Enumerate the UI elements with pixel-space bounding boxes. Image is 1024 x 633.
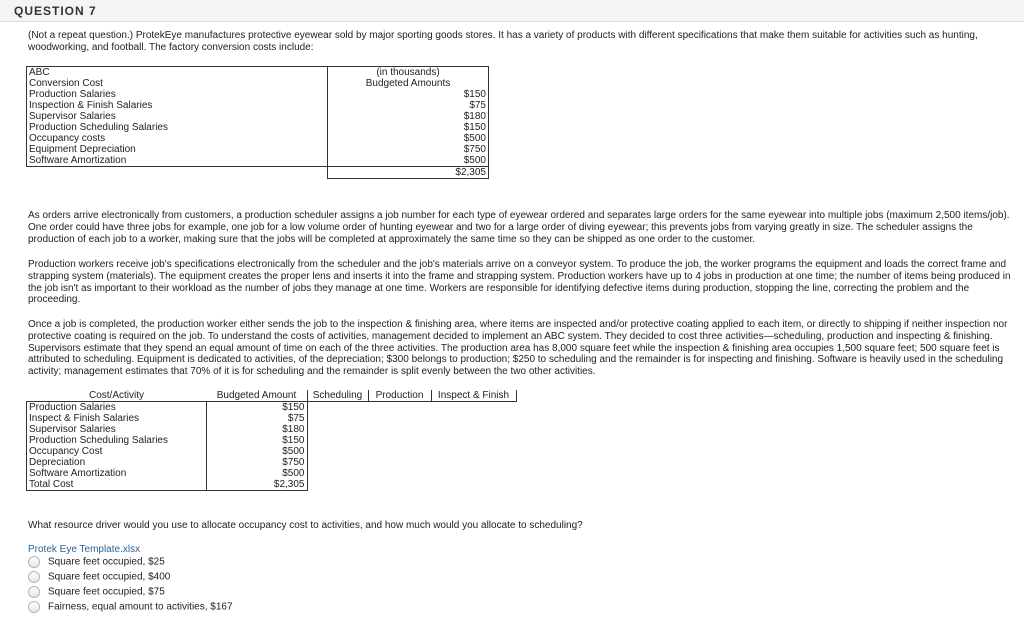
radio-icon[interactable] — [28, 601, 40, 613]
activity-row-amount: $150 — [207, 402, 308, 414]
cost-row-label: Production Scheduling Salaries — [27, 122, 328, 133]
attachment-link[interactable]: Protek Eye Template.xlsx — [28, 544, 141, 555]
cost-total-amount: $2,305 — [328, 167, 489, 179]
cost-row-label: Supervisor Salaries — [27, 111, 328, 122]
cost-row-amount: $500 — [328, 155, 489, 167]
answer-option-b[interactable] — [28, 571, 170, 585]
cost-row-amount: $150 — [328, 89, 489, 100]
answer-option-label: Square feet occupied, $400 — [48, 571, 171, 583]
activity-total-amount: $2,305 — [207, 479, 308, 491]
radio-icon[interactable] — [28, 556, 40, 568]
activity-col-budgeted-amount: Budgeted Amount — [207, 390, 308, 402]
activity-col-scheduling: Scheduling — [307, 390, 368, 402]
cost-row-label: Occupancy costs — [27, 133, 328, 144]
activity-row-amount: $750 — [207, 457, 308, 468]
activity-col-inspect-finish: Inspect & Finish — [431, 390, 516, 402]
activity-row-label: Software Amortization — [27, 468, 207, 479]
question-header — [0, 0, 1024, 22]
activity-row-amount: $180 — [207, 424, 308, 435]
question-text: What resource driver would you use to allocate occupancy cost to activities, and how much would you allocate to scheduling? — [28, 520, 583, 531]
answer-option-label: Square feet occupied, $75 — [48, 586, 165, 598]
answer-option-a[interactable] — [28, 556, 165, 570]
activity-row-amount: $150 — [207, 435, 308, 446]
question-title: QUESTION 7 — [14, 4, 97, 18]
table-header-budgeted-amounts: Budgeted Amounts — [328, 78, 489, 89]
activity-col-cost-activity: Cost/Activity — [27, 390, 207, 402]
answer-option-d[interactable] — [28, 601, 233, 615]
table-header-conversion-cost: Conversion Cost — [27, 78, 328, 89]
table-header-abc: ABC — [27, 67, 328, 79]
answer-option-c[interactable] — [28, 586, 165, 600]
table-header-units: (in thousands) — [328, 67, 489, 79]
activity-row-label: Occupancy Cost — [27, 446, 207, 457]
scheduling-paragraph: As orders arrive electronically from customers, a production scheduler assigns a job number for each type of eyewear ordered and separates large orders for the same eyewear into multiple jobs (maximum 2,500 items/job). One order could have three jobs for example, one job for a low volume order of hunting eyewear and two for a large order of diving eyewear; this prevents jobs from varying greatly in size. The scheduler assigns the production of each job to a worker, making sure that the jobs will be completed at approximately the same time so they can be shipped as one order to the customer. — [28, 210, 1010, 245]
activity-row-amount: $500 — [207, 468, 308, 479]
cost-row-label: Inspection & Finish Salaries — [27, 100, 328, 111]
activity-row-amount: $500 — [207, 446, 308, 457]
activity-col-production: Production — [368, 390, 431, 402]
cost-row-amount: $750 — [328, 144, 489, 155]
cost-row-amount: $500 — [328, 133, 489, 144]
activity-total-label: Total Cost — [27, 479, 207, 491]
cost-row-amount: $75 — [328, 100, 489, 111]
answer-option-label: Square feet occupied, $25 — [48, 556, 165, 568]
cost-row-amount: $150 — [328, 122, 489, 133]
cost-row-label: Equipment Depreciation — [27, 144, 328, 155]
production-paragraph: Production workers receive job's specifications electronically from the scheduler and the job's materials arrive on a conveyor system. To produce the job, the worker programs the equipment and loads the correct frame and strapping system (materials). The equipment creates the proper lens and inserts it into the frame and strapping system. Production workers have up to 4 jobs in production at one time; the number of items being produced in the job isn't as important to their workload as the number of jobs they manage at one time. Workers are responsible for identifying defective items during production, stopping the line, correcting the problem and the proceeding. — [28, 259, 1011, 306]
activity-row-label: Production Scheduling Salaries — [27, 435, 207, 446]
cost-row-label: Software Amortization — [27, 155, 328, 167]
activity-row-label: Production Salaries — [27, 402, 207, 414]
intro-paragraph: (Not a repeat question.) ProtekEye manufactures protective eyewear sold by major sporting goods stores. It has a variety of products with different specifications that make them suitable for activities such as hunting, woodworking, and football. The factory conversion costs include: — [28, 30, 978, 53]
activity-row-label: Depreciation — [27, 457, 207, 468]
cost-row-amount: $180 — [328, 111, 489, 122]
activity-row-amount: $75 — [207, 413, 308, 424]
radio-icon[interactable] — [28, 586, 40, 598]
radio-icon[interactable] — [28, 571, 40, 583]
conversion-cost-table — [26, 66, 489, 179]
activity-allocation-table — [26, 390, 517, 491]
activity-row-label: Inspect & Finish Salaries — [27, 413, 207, 424]
cost-row-label: Production Salaries — [27, 89, 328, 100]
answer-option-label: Fairness, equal amount to activities, $167 — [48, 601, 233, 613]
inspection-paragraph: Once a job is completed, the production worker either sends the job to the inspection & finishing area, where items are inspected and/or protective coating applied to each item, or directly to shipping if neither inspection nor protective coating is required on the job. To understand the costs of activities, management decided to implement an ABC system. They decided to cost three activities—scheduling, production and inspecting & finishing. Supervisors estimate that they spend an equal amount of time on each of the three activities. The production area has 8,000 square feet while the inspection & finishing area occupies 1,500 square feet; 500 square feet is attributed to scheduling. Equipment is dedicated to activities, of the depreciation; $300 belongs to production; $250 to scheduling and the remainder is for inspecting and finishing. Software is heavily used in the scheduling activity; management estimates that 70% of it is for scheduling and the remainder is split evenly between the two other activities. — [28, 319, 1008, 378]
activity-row-label: Supervisor Salaries — [27, 424, 207, 435]
